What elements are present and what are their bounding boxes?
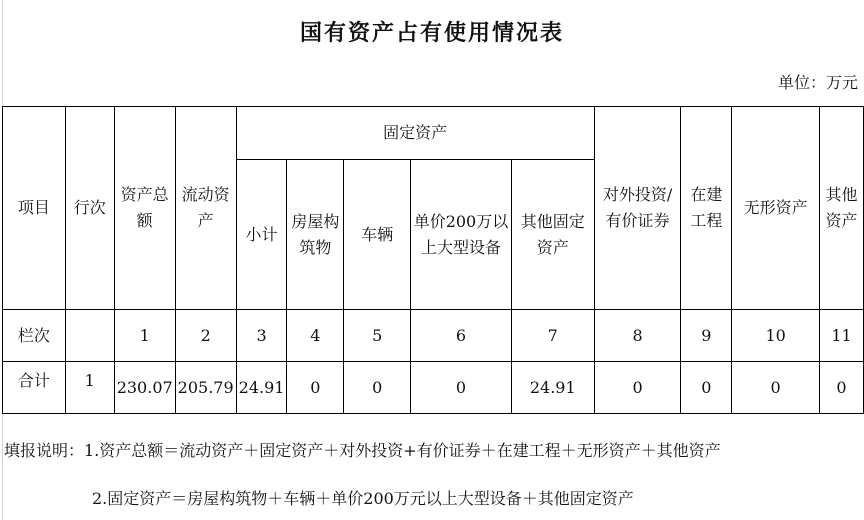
index-row-no xyxy=(65,310,114,362)
value-cell: 24.91 xyxy=(511,362,594,414)
header-intangible: 无形资产 xyxy=(732,107,820,310)
column-index-row xyxy=(3,310,864,362)
total-row-no: 1 xyxy=(65,362,114,414)
header-total-assets: 资产总额 xyxy=(114,107,175,310)
header-construction: 在建工程 xyxy=(681,107,732,310)
value-cell: 230.07 xyxy=(114,362,175,414)
index-cell: 11 xyxy=(820,310,864,362)
index-cell: 9 xyxy=(681,310,732,362)
value-cell: 0 xyxy=(411,362,512,414)
value-cell: 0 xyxy=(681,362,732,414)
value-cell: 0 xyxy=(594,362,681,414)
index-cell: 1 xyxy=(114,310,175,362)
header-current-assets: 流动资产 xyxy=(175,107,236,310)
value-cell: 0 xyxy=(820,362,864,414)
page-title: 国有资产占有使用情况表 xyxy=(299,20,564,46)
filling-note-2: 2.固定资产＝房屋构筑物＋车辆＋单价200万元以上大型设备＋其他固定资产 xyxy=(92,489,634,508)
value-cell: 205.79 xyxy=(175,362,236,414)
header-fixed-assets: 固定资产 xyxy=(236,107,594,160)
value-cell: 0 xyxy=(287,362,344,414)
header-vehicles: 车辆 xyxy=(344,160,411,310)
header-other-fixed: 其他固定资产 xyxy=(511,160,594,310)
index-cell: 10 xyxy=(732,310,820,362)
value-cell: 0 xyxy=(344,362,411,414)
index-cell: 7 xyxy=(511,310,594,362)
index-cell: 5 xyxy=(344,310,411,362)
value-cell: 24.91 xyxy=(236,362,287,414)
total-row-label: 合计 xyxy=(3,362,66,414)
index-cell: 8 xyxy=(594,310,681,362)
header-subtotal: 小计 xyxy=(236,160,287,310)
header-other-assets: 其他资产 xyxy=(820,107,864,310)
index-cell: 6 xyxy=(411,310,512,362)
unit-label: 单位：万元 xyxy=(777,73,858,92)
header-row-1 xyxy=(3,107,864,160)
filling-note-1: 填报说明：1.资产总额＝流动资产＋固定资产＋对外投资+有价证券＋在建工程＋无形资产＋其他资产 xyxy=(4,441,721,460)
asset-table xyxy=(2,106,864,414)
index-cell: 4 xyxy=(287,310,344,362)
value-cell: 0 xyxy=(732,362,820,414)
header-item: 项目 xyxy=(3,107,66,310)
index-cell: 3 xyxy=(236,310,287,362)
index-cell: 2 xyxy=(175,310,236,362)
header-large-equipment: 单价200万以上大型设备 xyxy=(411,160,512,310)
header-row-no: 行次 xyxy=(65,107,114,310)
header-investments: 对外投资/有价证券 xyxy=(594,107,681,310)
total-row xyxy=(3,362,864,414)
index-row-label: 栏次 xyxy=(3,310,66,362)
header-buildings: 房屋构筑物 xyxy=(287,160,344,310)
